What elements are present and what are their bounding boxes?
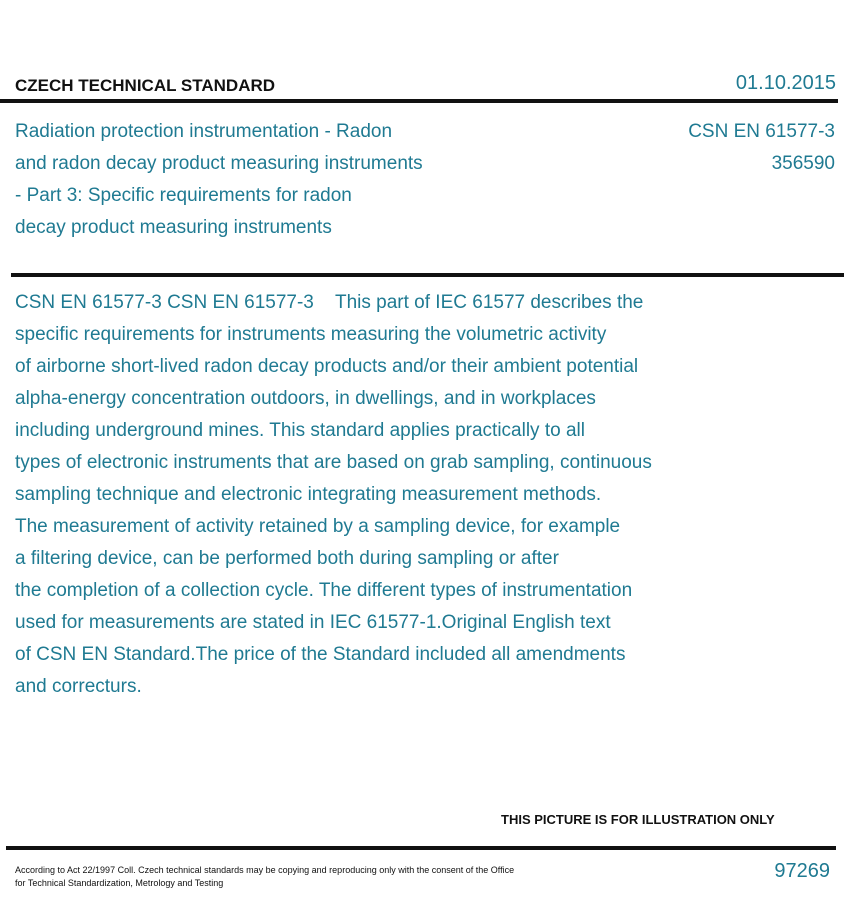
description-line: sampling technique and electronic integrating measurement methods.	[15, 484, 602, 505]
publication-date: 01.10.2015	[735, 72, 836, 94]
footer-divider	[6, 846, 836, 850]
description-line: of airborne short-lived radon decay products and/or their ambient potential	[15, 356, 639, 377]
legal-notice	[15, 864, 615, 890]
header-divider	[0, 99, 838, 103]
title-line: Radiation protection instrumentation - Radon	[15, 121, 393, 142]
document-code: 97269	[774, 860, 830, 882]
header-label: CZECH TECHNICAL STANDARD	[15, 76, 276, 95]
standard-title	[15, 116, 515, 244]
description-line: The measurement of activity retained by a sampling device, for example	[15, 516, 621, 537]
title-line: and radon decay product measuring instruments	[15, 153, 423, 174]
illustration-note: THIS PICTURE IS FOR ILLUSTRATION ONLY	[501, 812, 775, 827]
description-line: a filtering device, can be performed both during sampling or after	[15, 548, 559, 569]
description-line: types of electronic instruments that are based on grab sampling, continuous	[15, 452, 652, 473]
description-line: including underground mines. This standard applies practically to all	[15, 420, 585, 441]
description-line: used for measurements are stated in IEC 61577-1.Original English text	[15, 612, 611, 633]
description-line: and correcturs.	[15, 676, 142, 697]
title-line: decay product measuring instruments	[15, 217, 332, 238]
title-line: - Part 3: Specific requirements for radon	[15, 185, 352, 206]
description-line: specific requirements for instruments measuring the volumetric activity	[15, 324, 607, 345]
standard-description	[15, 287, 775, 703]
class-number: 356590	[771, 153, 835, 174]
legal-line: for Technical Standardization, Metrology and Testing	[15, 878, 224, 888]
legal-line: According to Act 22/1997 Coll. Czech technical standards may be copying and reproducing only with the consent of the Office	[15, 865, 515, 875]
standard-designation: CSN EN 61577-3	[688, 121, 835, 142]
description-line: alpha-energy concentration outdoors, in dwellings, and in workplaces	[15, 388, 596, 409]
title-divider	[11, 273, 844, 277]
description-line: CSN EN 61577-3 CSN EN 61577-3 This part of IEC 61577 describes the	[15, 292, 644, 313]
description-line: the completion of a collection cycle. The different types of instrumentation	[15, 580, 633, 601]
description-line: of CSN EN Standard.The price of the Standard included all amendments	[15, 644, 626, 665]
standard-identifiers	[688, 116, 835, 180]
